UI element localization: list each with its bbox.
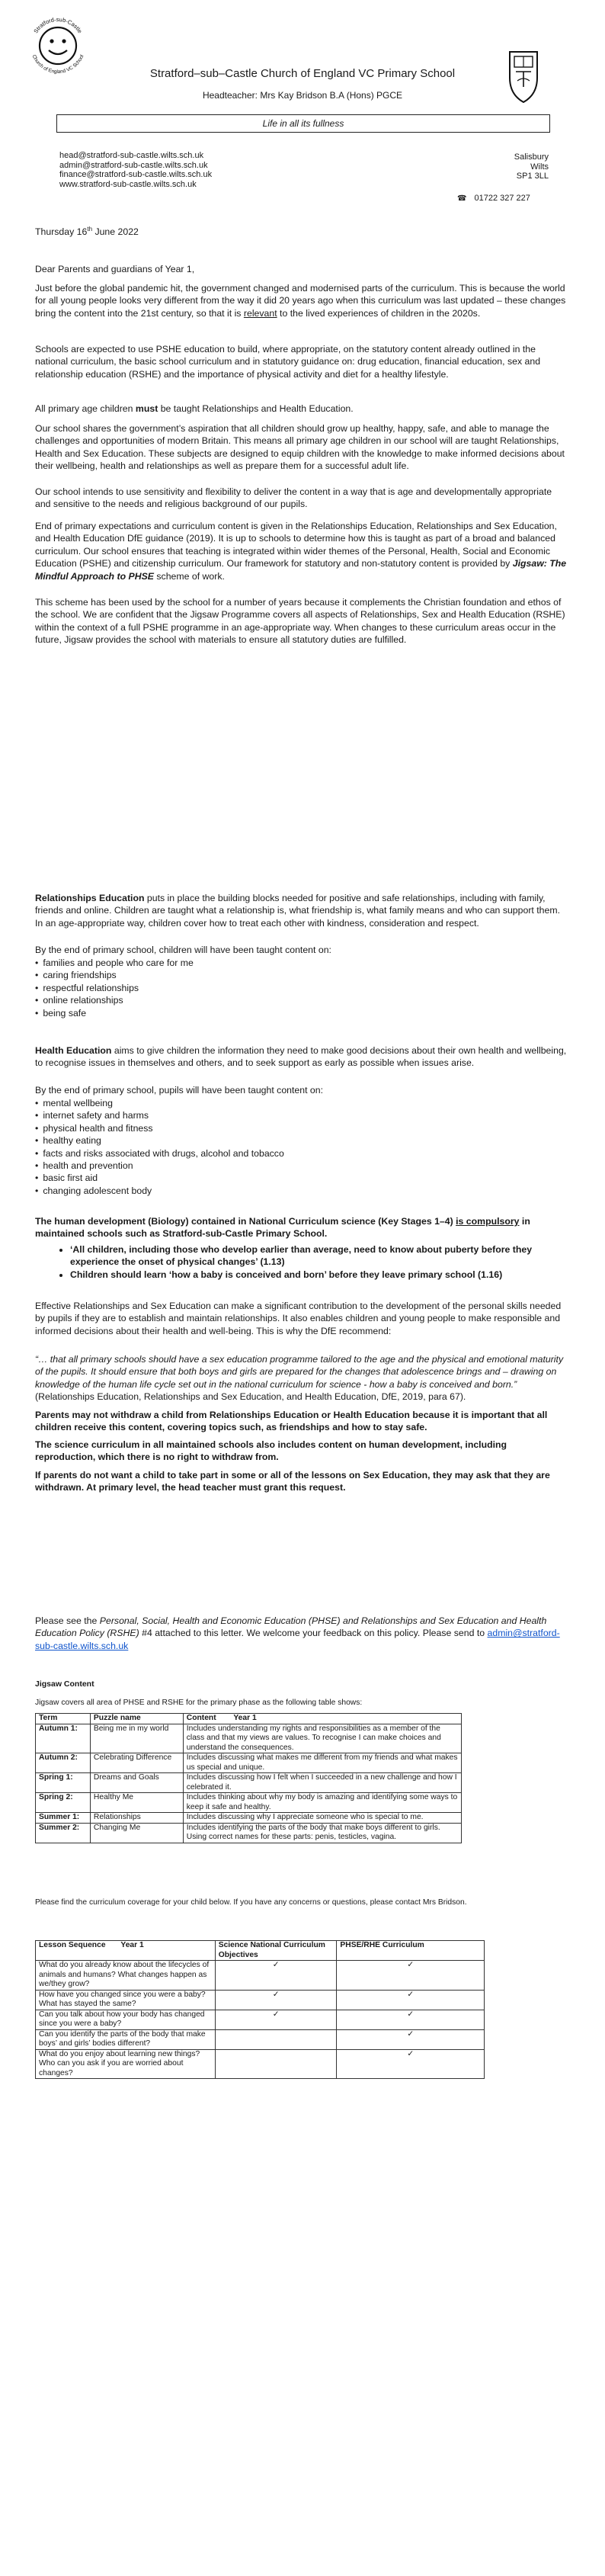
column-header: PHSE/RHE Curriculum — [337, 1941, 485, 1961]
empty-cell — [215, 2029, 337, 2049]
list-item: • basic first aid — [35, 1172, 568, 1184]
health-topic-list — [35, 1097, 568, 1197]
list-item: • families and people who care for me — [35, 957, 568, 969]
check-icon: ✓ — [215, 1990, 337, 2010]
paragraph-school-aspiration: Our school shares the government’s aspiration that all children should grow up healthy, happy, safe, and able to manage the challenges and opportunities of modern Britain. This means all primary age children in our school will are taught Relationships, Health and Sex Education. These subjects are designed to equip children with the knowledge to make informed decisions about their wellbeing, health and relationships as well as prepare them for a successful adult life. — [35, 423, 565, 472]
check-icon: ✓ — [215, 1961, 337, 1991]
column-header: Puzzle name — [90, 1714, 183, 1724]
paragraph-sensitivity: Our school intends to use sensitivity and flexibility to deliver the content in a way that is age and developmentally appropriate and sensitive to the needs and religious background of our pupils. — [35, 486, 552, 510]
address-line: SP1 3LL — [516, 172, 549, 181]
check-icon: ✓ — [215, 2010, 337, 2029]
column-header: Content Year 1 — [183, 1714, 461, 1724]
table-row: Autumn 2: Celebrating Difference Includes discussing what makes me different from my friends and what makes us special and unique. — [36, 1753, 462, 1773]
paragraph-pshe-expectations: Schools are expected to use PSHE education to build, where appropriate, on the statutory content already outlined in the national curriculum, the basic school curriculum and in statutory guidance on: drug education, financial education, sex and relationship education (RSHE) and the importance of physical activity and diet for a healthy lifestyle. — [35, 344, 541, 380]
table-row: What do you enjoy about learning new things? Who can you ask if you are worried about changes? ✓ — [36, 2049, 485, 2079]
check-icon: ✓ — [337, 1961, 485, 1991]
table-row: Autumn 1: Being me in my world Includes understanding my rights and responsibilities as a member of the class and that my views are values. To recognise I can make choices and understand the consequences. — [36, 1724, 462, 1753]
list-item: • internet safety and harms — [35, 1109, 568, 1121]
relationships-list-intro: By the end of primary school, children will have been taught content on: — [35, 945, 331, 955]
dfe-quote: “… that all primary schools should have a sex education programme tailored to the age and the physical and emotional maturity of the pupils. It should ensure that both boys and girls are prepared for the changes that adolescence brings and – drawing on knowledge of the human life cycle set out in the national curriculum for science - how a baby is conceived and born.” (Relationships Education, Relationships and Sex Education, and Health Education, DfE, 2019, para 67). — [35, 1354, 564, 1403]
table-row: Summer 2: Changing Me Includes identifying the parts of the body that make boys different to girls. Using correct names for these parts: penis, testicles, vagina. — [36, 1823, 462, 1843]
check-icon: ✓ — [337, 1990, 485, 2010]
admin-email-link[interactable]: admin@stratford-sub-castle.wilts.sch.uk — [35, 1628, 560, 1651]
paragraph-must-be-taught: All primary age children must be taught Relationships and Health Education. — [35, 403, 354, 414]
health-education-paragraph: Health Education aims to give children the information they need to make good decisions about their own health and wellbeing, to recognise issues in themselves and others, and to seek support as early as possible when issues arise. — [35, 1045, 567, 1069]
address-line: Salisbury — [514, 152, 549, 162]
table-row: How have you changed since you were a baby? What has stayed the same? ✓ ✓ — [36, 1990, 485, 2010]
withdrawal-paragraph: Parents may not withdraw a child from Relationships Education or Health Education because it is important that all children receive this content, covering topics such, as friendships and how to stay safe. — [35, 1410, 548, 1433]
health-list-intro: By the end of primary school, pupils will have been taught content on: — [35, 1085, 324, 1096]
list-item: • Children should learn ‘how a baby is conceived and born’ before they leave primary school (1.16) — [70, 1269, 568, 1281]
list-item: • changing adolescent body — [35, 1185, 568, 1197]
empty-cell — [215, 2049, 337, 2079]
letter-date: Thursday 16th June 2022 — [35, 226, 139, 238]
paragraph-jigsaw-framework: End of primary expectations and curriculum content is given in the Relationships Education, Relationships and Sex Education, and Health Education DfE guidance (2019). It is up to schools to determine how this is taught as part of a broad and balanced curriculum. Our school ensures that teaching is integrated within wider themes of the Personal, Health, Social and Economic Education (PSHE) and citizenship curriculum. Our framework for statutory and non-statutory content is provided by Jigsaw: The Mindful Approach to PHSE scheme of work. — [35, 521, 567, 582]
table-header-row — [36, 1714, 462, 1724]
logo-text-top: Stratford-sub-Castle — [32, 15, 84, 35]
table-row: Can you talk about how your body has changed since you were a baby? ✓ ✓ — [36, 2010, 485, 2029]
table-row: What do you already know about the lifecycles of animals and humans? What changes happen as we/they grow? ✓ ✓ — [36, 1961, 485, 1991]
relationships-education-paragraph: Relationships Education puts in place the building blocks needed for positive and safe relationships, including with family, friends and online. Children are taught what a relationship is, what friendship is, what family means and who can support them. In an age-appropriate way, children cover how to treat each other with kindness, consideration and respect. — [35, 893, 561, 929]
table-row: Can you identify the parts of the body that make boys’ and girls’ bodies different? ✓ — [36, 2029, 485, 2049]
curriculum-coverage-table — [35, 1940, 485, 2079]
list-item: • online relationships — [35, 994, 568, 1006]
policy-feedback-paragraph: Please see the Personal, Social, Health and Economic Education (PHSE) and Relationships and Sex Education and Health Education Policy (RSHE) #4 attached to this letter. We welcome your feedback on this policy. Please send to admin@stratford-sub-castle.wilts.sch.uk — [35, 1615, 560, 1651]
biology-compulsory-paragraph: The human development (Biology) contained in National Curriculum science (Key Stages 1–4) is compulsory in maintained schools such as Stratford-sub-Castle Primary School. • ‘All children, including those who develop earlier than average, need to know about puberty before they experience the onset of physical changes’ (1.13) • Children should learn ‘how a baby is conceived and born’ before they leave primary school (1.16) — [35, 1215, 568, 1281]
logo-text-bottom: Church of England VC School — [30, 53, 85, 75]
list-item: • healthy eating — [35, 1134, 568, 1147]
table-header-row — [36, 1941, 485, 1961]
list-item: • mental wellbeing — [35, 1097, 568, 1109]
website-link[interactable]: www.stratford-sub-castle.wilts.sch.uk — [59, 179, 197, 189]
rse-recommendation-paragraph: Effective Relationships and Sex Education can make a significant contribution to the development of the personal skills needed by pupils if they are to establish and maintain relationships. It also enables children and young people to make responsible and informed decisions about their health and well-being. This is why the DfE recommend: — [35, 1301, 562, 1336]
finance-email[interactable]: finance@stratford-sub-castle.wilts.sch.uk — [59, 170, 213, 179]
headteacher-line: Headteacher: Mrs Kay Bridson B.A (Hons) PGCE — [202, 90, 403, 101]
jigsaw-content-table — [35, 1713, 462, 1843]
telephone-icon: ☎ — [457, 194, 467, 203]
paragraph-curriculum-change: Just before the global pandemic hit, the government changed and modernised parts of the curriculum. This is because the world for all young people looks very different from the way it did 20 years ago when this curriculum was last updated – these changes bring the content into the 21st century, so that it is relevant to the lived experiences of children in the 2020s. — [35, 283, 566, 319]
list-item: • facts and risks associated with drugs, alcohol and tobacco — [35, 1147, 568, 1160]
coverage-intro: Please find the curriculum coverage for your child below. If you have any concerns or questions, please contact Mrs Bridson. — [35, 1898, 467, 1907]
check-icon: ✓ — [337, 2029, 485, 2049]
school-name: Stratford–sub–Castle Church of England VC Primary School — [149, 67, 456, 80]
science-curriculum-paragraph: The science curriculum in all maintained schools also includes content on human development, including reproduction, which there is no right to withdraw from. — [35, 1439, 507, 1463]
head-email[interactable]: head@stratford-sub-castle.wilts.sch.uk — [59, 151, 204, 160]
school-address — [488, 152, 549, 181]
relationships-topic-list — [35, 957, 568, 1019]
column-header: Science National Curriculum Objectives — [215, 1941, 337, 1961]
check-icon: ✓ — [337, 2010, 485, 2029]
list-item: • ‘All children, including those who develop earlier than average, need to know about puberty before they experience the onset of physical changes’ (1.13) — [70, 1243, 568, 1269]
list-item: • physical health and fitness — [35, 1122, 568, 1134]
admin-email[interactable]: admin@stratford-sub-castle.wilts.sch.uk — [59, 160, 208, 170]
school-motto: Life in all its fullness — [56, 114, 550, 133]
sex-education-withdrawal-paragraph: If parents do not want a child to take part in some or all of the lessons on Sex Education, they may ask that they are withdrawn. At primary level, the head teacher must grant this request. — [35, 1470, 550, 1493]
contact-emails — [59, 151, 212, 189]
address-line: Wilts — [530, 162, 549, 172]
paragraph-jigsaw-ethos: This scheme has been used by the school for a number of years because it complements the Christian foundation and ethos of the school. We are confident that the Jigsaw Programme covers all aspects of Relationships, Sex and Health Education (RSHE) within the context of a full PSHE programme in an age-appropriate way. When changes to these curriculum areas occur in the future, Jigsaw provides the school with materials to ensure all statutory duties are fulfilled. — [35, 597, 565, 646]
list-item: • being safe — [35, 1007, 568, 1019]
list-item: • respectful relationships — [35, 982, 568, 994]
column-header: Lesson Sequence Year 1 — [36, 1941, 216, 1961]
list-item: • health and prevention — [35, 1160, 568, 1172]
svg-text:Stratford-sub-Castle — [32, 16, 83, 34]
jigsaw-heading: Jigsaw Content — [35, 1679, 94, 1689]
column-header: Term — [36, 1714, 91, 1724]
check-icon: ✓ — [337, 2049, 485, 2079]
jigsaw-intro: Jigsaw covers all area of PHSE and RSHE for the primary phase as the following table shows: — [35, 1699, 363, 1707]
table-row: Spring 1: Dreams and Goals Includes discussing how I felt when I succeeded in a new challenge and how I celebrated it. — [36, 1773, 462, 1793]
table-row: Summer 1: Relationships Includes discussing why I appreciate someone who is special to me. — [36, 1813, 462, 1824]
table-row: Spring 2: Healthy Me Includes thinking about why my body is amazing and identifying some ways to keep it safe and healthy. — [36, 1793, 462, 1813]
phone-line — [457, 194, 530, 203]
list-item: • caring friendships — [35, 969, 568, 981]
phone-number: 01722 327 227 — [474, 194, 530, 203]
salutation: Dear Parents and guardians of Year 1, — [35, 264, 195, 274]
